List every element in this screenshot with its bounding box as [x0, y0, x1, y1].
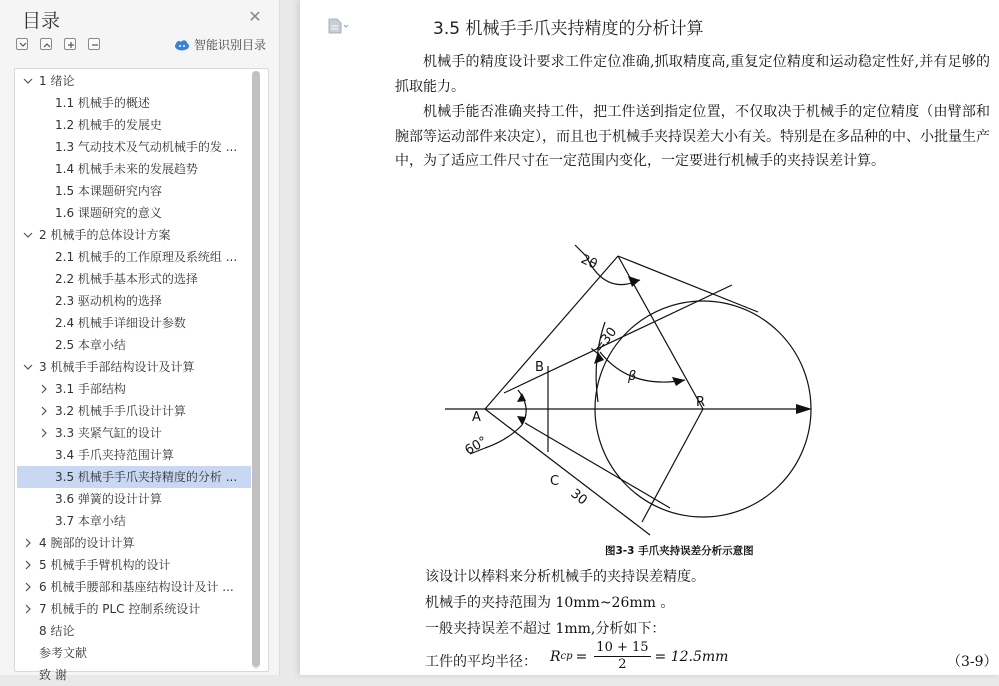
toc-item-label: 参考文献 [39, 646, 88, 660]
toc-item-label: 3.7 本章小结 [55, 514, 126, 528]
paragraph: 机械手能否准确夹持工件，把工件送到指定位置，不仅取决于机械手的定位精度（由臂部和腕部等运动部件来决定），而且也于机械手夹持误差大小有关。特别是在多品种的中、小批量生产中，为了适应工件尺寸在一定范围内变化，一定要进行机械手的夹持误差计算。 [395, 104, 990, 169]
chevron-right-icon[interactable] [39, 428, 49, 438]
label-beta: β [628, 369, 637, 384]
toc-item-label: 2.5 本章小结 [55, 338, 126, 352]
toc-item-label: 2.1 机械手的工作原理及系统组 ... [55, 250, 238, 264]
smart-toc-label: 智能识别目录 [194, 38, 267, 52]
toc-item[interactable] [17, 620, 251, 642]
beta-arc [600, 352, 685, 382]
chevron-down-icon [18, 40, 28, 50]
tangent-line-top [504, 285, 732, 393]
plus-icon [66, 40, 76, 50]
text-line: 一般夹持误差不超过 1mm,分析如下： [425, 621, 666, 637]
chevron-right-icon[interactable] [23, 538, 33, 548]
text-line: 机械手的夹持范围为 10mm~26mm 。 [425, 595, 675, 611]
chevron-down-icon[interactable] [23, 230, 33, 240]
toc-title: 目录 [22, 10, 61, 32]
toc-item[interactable] [17, 202, 251, 224]
toc-item[interactable] [17, 378, 251, 400]
toc-item-label: 6 机械手腰部和基座结构设计及计 ... [39, 580, 234, 594]
label-c: C [550, 474, 560, 489]
add-item-button[interactable] [64, 38, 76, 50]
expand-all-button[interactable] [16, 38, 28, 50]
tangent-line-upper [618, 256, 758, 312]
toc-item[interactable] [17, 70, 251, 92]
figure-caption: 图3-3 手爪夹持误差分析示意图 [605, 545, 754, 557]
toc-item[interactable] [17, 598, 251, 620]
remove-item-button[interactable] [88, 38, 100, 50]
toc-item-label: 7 机械手的 PLC 控制系统设计 [39, 602, 201, 616]
toc-item-label: 1.6 课题研究的意义 [55, 206, 162, 220]
label-60: 60° [462, 433, 490, 459]
toc-item-label: 5 机械手手臂机构的设计 [39, 558, 171, 572]
chevron-right-icon[interactable] [23, 560, 33, 570]
toc-item[interactable] [17, 466, 251, 488]
toc-sidebar [0, 0, 280, 682]
toc-item[interactable] [17, 180, 251, 202]
chevron-right-icon[interactable] [23, 582, 33, 592]
toc-item-label: 3.5 机械手手爪夹持精度的分析 ... [55, 470, 238, 484]
chevron-down-icon[interactable] [23, 362, 33, 372]
toc-item[interactable] [17, 312, 251, 334]
label-r: R [696, 395, 706, 410]
equals-sign: = [575, 648, 588, 665]
close-icon[interactable]: ✕ [248, 7, 262, 26]
toc-item-label: 2 机械手的总体设计方案 [39, 228, 171, 242]
chevron-right-icon[interactable] [23, 604, 33, 614]
equation-number: （3-9） [947, 654, 998, 670]
toc-item[interactable] [17, 510, 251, 532]
toc-item-label: 3.4 手爪夹持范围计算 [55, 448, 174, 462]
document-menu-button[interactable] [328, 18, 350, 34]
document-page [300, 0, 999, 675]
formula-lhs: R [550, 648, 561, 665]
toc-item[interactable] [17, 224, 251, 246]
toc-item[interactable] [17, 444, 251, 466]
arrowheads [517, 276, 812, 425]
toc-item-label: 1.3 气动技术及气动机械手的发 ... [55, 140, 238, 154]
chevron-right-icon[interactable] [39, 406, 49, 416]
toc-item[interactable] [17, 532, 251, 554]
toc-item[interactable] [17, 488, 251, 510]
radius-line-bottom [642, 409, 703, 522]
label-l30: l=30 [589, 324, 621, 359]
toc-item-label: 2.4 机械手详细设计参数 [55, 316, 186, 330]
smart-toc-button[interactable] [174, 36, 266, 53]
toc-item[interactable] [17, 246, 251, 268]
label-two-theta: 2θ [578, 252, 600, 273]
cloud-icon [174, 39, 190, 51]
toc-item[interactable] [17, 92, 251, 114]
formula-numerator: 10 + 15 [596, 640, 649, 655]
toc-item[interactable] [17, 158, 251, 180]
toc-item-label: 1 绪论 [39, 74, 75, 88]
chevron-up-icon [42, 40, 52, 50]
label-a: A [472, 410, 481, 425]
text-line: 该设计以棒料来分析机械手的夹持误差精度。 [425, 569, 705, 585]
jaw-lower-line [485, 409, 650, 535]
formula-rhs: = 12.5mm [654, 648, 729, 665]
toc-item[interactable] [17, 664, 251, 686]
toc-item[interactable] [17, 400, 251, 422]
toc-item-label: 致 谢 [39, 668, 67, 682]
toc-item[interactable] [17, 554, 251, 576]
formula-fraction [594, 640, 650, 673]
section-title: 3.5 机械手手爪夹持精度的分析计算 [433, 19, 704, 39]
toc-item-label: 3.6 弹簧的设计计算 [55, 492, 162, 506]
formula-denominator: 2 [618, 657, 627, 672]
toc-item-label: 3 机械手手部结构设计及计算 [39, 360, 195, 374]
toc-item[interactable] [17, 334, 251, 356]
toc-item[interactable] [17, 576, 251, 598]
paragraph: 机械手的精度设计要求工件定位准确,抓取精度高,重复定位精度和运动稳定性好,并有足够的抓取能力。 [395, 54, 990, 95]
toc-item[interactable] [17, 268, 251, 290]
toc-item[interactable] [17, 642, 251, 664]
minus-icon [90, 40, 100, 50]
toc-item-label: 8 结论 [39, 624, 75, 638]
toc-scrollbar-thumb[interactable] [252, 71, 260, 667]
collapse-all-button[interactable] [40, 38, 52, 50]
text-line: 工件的平均半径： [425, 654, 537, 670]
toc-item-label: 4 腕部的设计计算 [39, 536, 135, 550]
toc-item[interactable] [17, 422, 251, 444]
toc-item[interactable] [17, 114, 251, 136]
label-b: B [535, 360, 544, 375]
label-30: 30 [567, 486, 590, 509]
chevron-down-icon[interactable] [23, 76, 33, 86]
toc-item-label: 1.4 机械手未来的发展趋势 [55, 162, 198, 176]
toc-item-label: 3.1 手部结构 [55, 382, 126, 396]
toc-list [14, 68, 269, 682]
chevron-right-icon[interactable] [39, 384, 49, 394]
toc-scrollbar[interactable] [252, 71, 260, 669]
gripper-error-diagram [440, 240, 840, 540]
formula [550, 640, 728, 673]
toc-item[interactable] [17, 356, 251, 378]
toc-item[interactable] [17, 290, 251, 312]
toc-item-label: 1.1 机械手的概述 [55, 96, 150, 110]
document-icon [328, 18, 350, 34]
toc-item-label: 3.3 夹紧气缸的设计 [55, 426, 162, 440]
toc-item-label: 1.2 机械手的发展史 [55, 118, 162, 132]
toc-item-label: 2.3 驱动机构的选择 [55, 294, 162, 308]
toc-item-label: 2.2 机械手基本形式的选择 [55, 272, 198, 286]
toc-item-label: 1.5 本课题研究内容 [55, 184, 162, 198]
toc-item-label: 3.2 机械手手爪设计计算 [55, 404, 186, 418]
formula-subscript: cp [560, 651, 573, 662]
toc-item[interactable] [17, 136, 251, 158]
